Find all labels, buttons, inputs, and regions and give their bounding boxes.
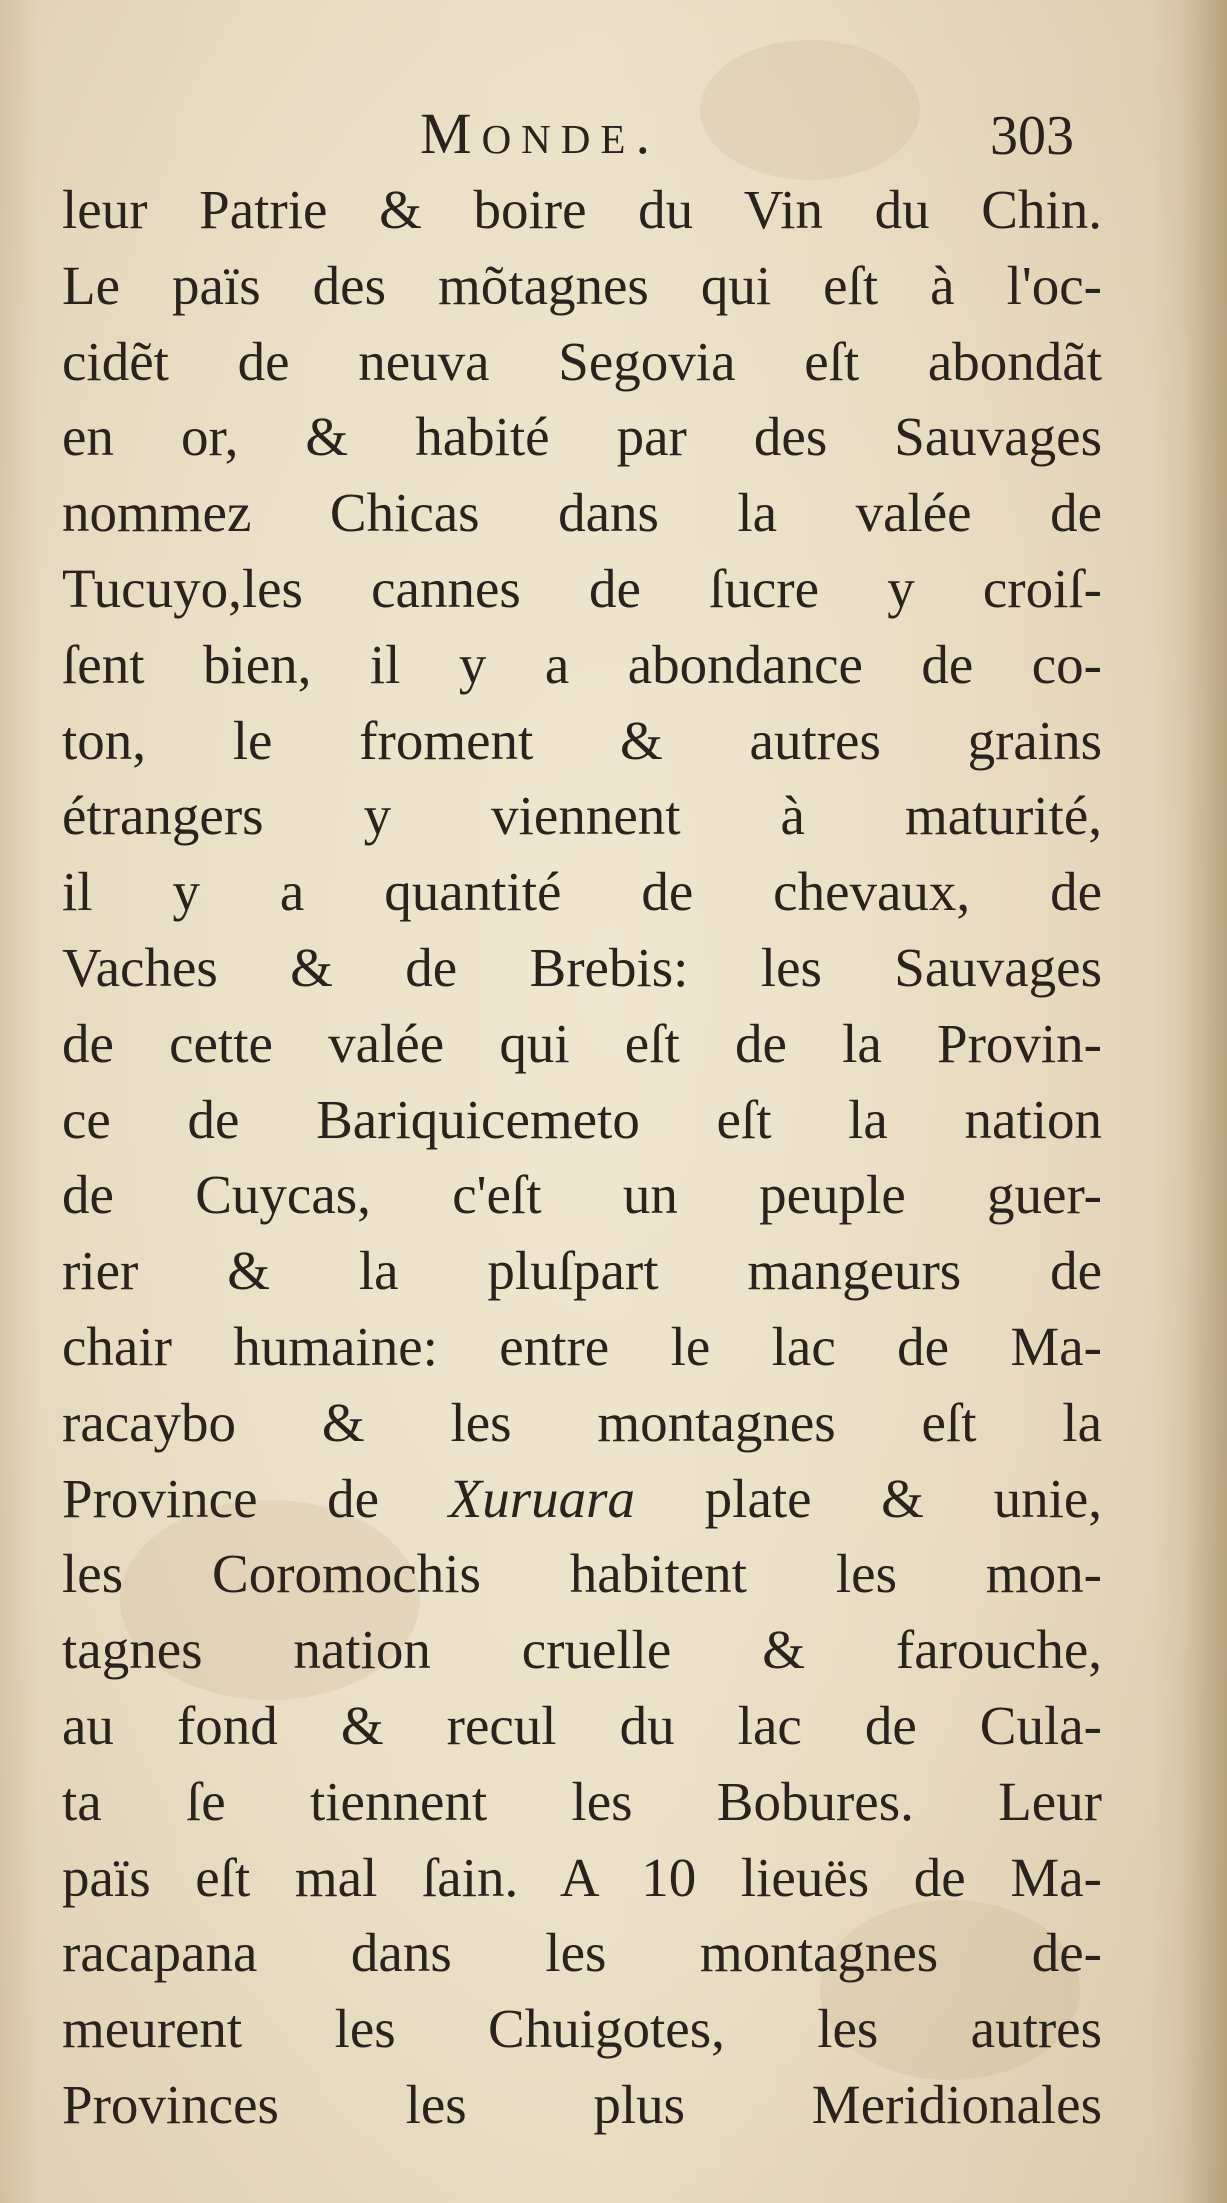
body-text bbox=[62, 172, 1102, 2143]
page-gutter-shadow bbox=[1182, 0, 1227, 2203]
text-line: de cette valée qui eſt de la Provin- bbox=[62, 1012, 1102, 1074]
text-segment: plate & unie, bbox=[635, 1467, 1103, 1529]
text-line: étrangers y viennent à maturité, bbox=[62, 785, 1102, 847]
text-line: de Cuycas, c'eſt un peuple guer- bbox=[62, 1164, 1102, 1226]
text-line: Tucuyo,les cannes de ſucre y croiſ- bbox=[62, 557, 1102, 619]
text-line: ce de Bariquicemeto eſt la nation bbox=[62, 1088, 1102, 1150]
text-segment: Province de bbox=[62, 1467, 449, 1529]
text-line: Le païs des mõtagnes qui eſt à l'oc- bbox=[62, 254, 1102, 316]
text-line: païs eſt mal ſain. A 10 lieuës de Ma- bbox=[62, 1846, 1102, 1908]
italic-place-name: Xuruara bbox=[448, 1467, 636, 1529]
text-line-with-italic bbox=[62, 1461, 1102, 1537]
text-line: au fond & recul du lac de Cula- bbox=[62, 1694, 1102, 1756]
page-number: 303 bbox=[990, 105, 1074, 167]
text-line: cidẽt de neuva Segovia eſt abondãt bbox=[62, 330, 1102, 392]
text-line: Vaches & de Brebis: les Sauvages bbox=[62, 936, 1102, 998]
text-line: chair humaine: entre le lac de Ma- bbox=[62, 1315, 1102, 1377]
page-header bbox=[0, 100, 1227, 170]
text-line: meurent les Chuigotes, les autres bbox=[62, 1998, 1102, 2060]
text-line: il y a quantité de chevaux, de bbox=[62, 861, 1102, 923]
text-line: rier & la pluſpart mangeurs de bbox=[62, 1240, 1102, 1302]
text-line: ſent bien, il y a abondance de co- bbox=[62, 633, 1102, 695]
text-line: les Coromochis habitent les mon- bbox=[62, 1543, 1102, 1605]
text-line: Provinces les plus Meridionales bbox=[62, 2073, 1102, 2135]
text-line: ta ſe tiennent les Bobures. Leur bbox=[62, 1770, 1102, 1832]
text-line: nommez Chicas dans la valée de bbox=[62, 482, 1102, 544]
text-line: leur Patrie & boire du Vin du Chin. bbox=[62, 179, 1102, 240]
text-line: tagnes nation cruelle & farouche, bbox=[62, 1619, 1102, 1681]
text-line: racaybo & les montagnes eſt la bbox=[62, 1391, 1102, 1453]
running-head: Monde. bbox=[420, 101, 660, 166]
text-line: racapana dans les montagnes de- bbox=[62, 1922, 1102, 1984]
text-line: en or, & habité par des Sauvages bbox=[62, 406, 1102, 468]
text-line: ton, le froment & autres grains bbox=[62, 709, 1102, 771]
